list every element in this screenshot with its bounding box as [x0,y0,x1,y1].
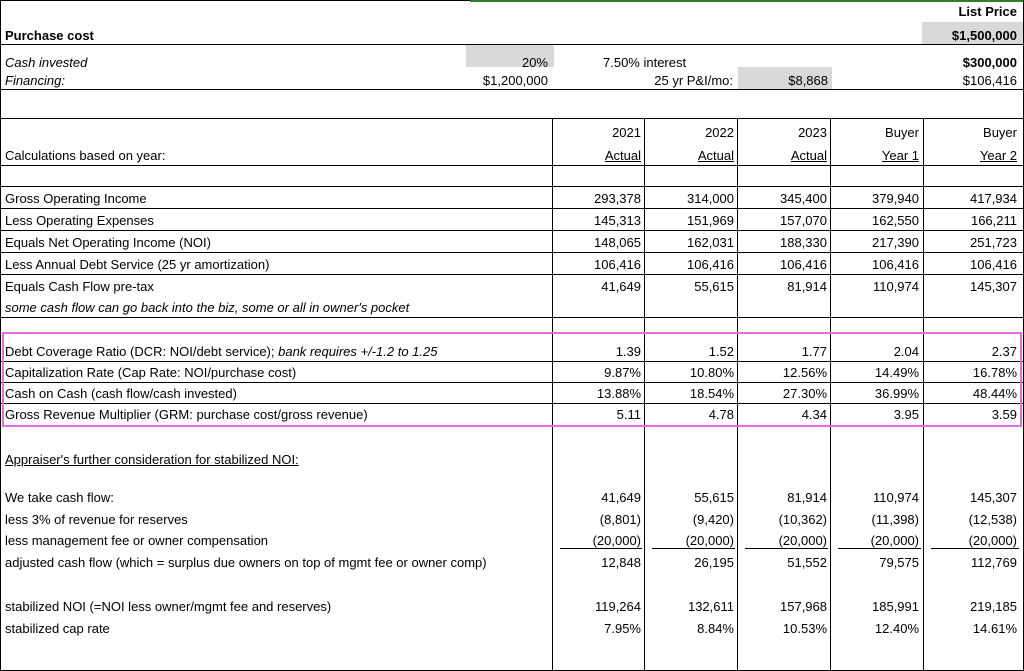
col-buyer1-label: Buyer [885,125,919,140]
ratio-row-label: Gross Revenue Multiplier (GRM: purchase cost/gross revenue) [5,407,368,422]
income-cell: 81,914 [787,279,827,294]
financing-amount: $1,200,000 [482,73,548,88]
appraiser-cell: 110,974 [872,490,919,505]
appraiser-cell: (20,000) [685,533,734,548]
ratio-cell: 1.39 [615,344,641,359]
income-row-label: Gross Operating Income [5,191,147,206]
appraiser-row-label: We take cash flow: [5,490,114,505]
ratio-label-text: Debt Coverage Ratio (DCR: NOI/debt service); [5,344,279,359]
ratio-cell: 5.11 [616,407,641,422]
purchase-cost-value[interactable]: $1,500,000 [951,28,1017,43]
ratio-cell: 27.30% [782,386,827,401]
ratio-cell: 3.95 [893,407,919,422]
stabilized-cell: 12.40% [874,621,919,636]
appraiser-cell: 145,307 [970,490,1017,505]
subtotal-rule [745,548,828,549]
cash-invested-label: Cash invested [5,55,88,70]
appraiser-title: Appraiser's further consideration for stabilized NOI: [5,452,299,467]
ratio-cell: 4.78 [708,407,734,422]
ratio-cell: 13.88% [596,386,641,401]
appraiser-cell: (11,398) [871,512,919,527]
income-cell: 148,065 [594,235,641,250]
income-cell: 417,934 [970,191,1017,206]
income-cell: 145,313 [594,213,641,228]
appraiser-row-label: adjusted cash flow (which = surplus due owners on top of mgmt fee or owner comp) [5,555,487,570]
top-border [0,0,470,1]
appraiser-row-label: less management fee or owner compensation [5,533,269,548]
purchase-cost-label: Purchase cost [5,28,94,43]
ratio-row-label: Cash on Cash (cash flow/cash invested) [5,386,237,401]
income-cell: 106,416 [970,257,1017,272]
financing-label: Financing: [5,73,65,88]
ratio-cell: 1.52 [708,344,734,359]
income-cell: 145,307 [970,279,1017,294]
stabilized-cell: 10.53% [782,621,827,636]
appraiser-cell: 41,649 [601,490,641,505]
ratio-cell: 1.77 [801,344,827,359]
list-price-label: List Price [958,4,1017,19]
ratio-cell: 36.99% [874,386,919,401]
col-2022-type: Actual [697,148,734,163]
col-2021-type: Actual [604,148,641,163]
stabilized-cell: 119,264 [594,599,641,614]
income-cell: 293,378 [594,191,641,206]
appraiser-cell: 26,195 [694,555,734,570]
income-cell: 106,416 [780,257,827,272]
stabilized-row-label: stabilized cap rate [5,621,110,636]
income-cell: 345,400 [780,191,827,206]
income-cell: 106,416 [872,257,919,272]
ratio-cell: 9.87% [604,365,641,380]
top-accent [470,0,1024,2]
income-cell: 41,649 [601,279,641,294]
appraiser-cell: 12,848 [601,555,641,570]
appraiser-cell: (20,000) [592,533,641,548]
income-cell: 55,615 [694,279,734,294]
stabilized-cell: 132,611 [687,599,734,614]
col-buyer1-year: Year 1 [881,148,919,163]
pi-label: 25 yr P&I/mo: [654,73,733,88]
income-cell: 166,211 [970,213,1017,228]
appraiser-cell: 55,615 [694,490,734,505]
ratio-cell: 4.34 [801,407,827,422]
income-cell: 251,723 [970,235,1017,250]
appraiser-cell: 112,769 [970,555,1017,570]
stabilized-cell: 157,968 [780,599,827,614]
ratio-row-label: Capitalization Rate (Cap Rate: NOI/purchase cost) [5,365,297,380]
ratio-cell: 48.44% [972,386,1017,401]
income-row-label: Less Operating Expenses [5,213,154,228]
ratio-cell: 14.49% [874,365,919,380]
income-cell: 379,940 [872,191,919,206]
ratio-cell: 10.80% [689,365,734,380]
col-2022-year: 2022 [705,125,734,140]
stabilized-row-label: stabilized NOI (=NOI less owner/mgmt fee and reserves) [5,599,332,614]
subtotal-rule [652,548,735,549]
ratio-cell: 2.37 [991,344,1017,359]
income-cell: 106,416 [594,257,641,272]
income-cell: 151,969 [687,213,734,228]
col-2023-year: 2023 [798,125,827,140]
subtotal-rule [838,548,921,549]
ratio-cell: 2.04 [893,344,919,359]
ratio-cell: 12.56% [782,365,827,380]
pi-value: $8,868 [788,73,828,88]
income-row-label: Less Annual Debt Service (25 yr amortization) [5,257,270,272]
highlight-box [2,332,1022,427]
income-cell: 314,000 [687,191,734,206]
subtotal-rule [931,548,1019,549]
appraiser-cell: (20,000) [778,533,827,548]
income-cell: 110,974 [872,279,919,294]
appraiser-cell: 79,575 [879,555,919,570]
appraiser-row-label: less 3% of revenue for reserves [5,512,188,527]
appraiser-cell: (12,538) [968,512,1017,527]
income-cell: 188,330 [780,235,827,250]
appraiser-cell: (9,420) [692,512,734,527]
col-2023-type: Actual [790,148,827,163]
income-cell: 162,550 [872,213,919,228]
ratio-cell: 18.54% [689,386,734,401]
appraiser-cell: 51,552 [787,555,827,570]
cash-invested-pct[interactable]: 20% [521,55,548,70]
stabilized-cell: 8.84% [697,621,734,636]
income-row-label: Equals Cash Flow pre-tax [5,279,154,294]
income-cell: 106,416 [687,257,734,272]
col-2021-year: 2021 [612,125,641,140]
annual-debt: $106,416 [962,73,1017,88]
cash-invested-value: $300,000 [962,55,1017,70]
stabilized-cell: 14.61% [972,621,1017,636]
appraiser-cell: (20,000) [870,533,919,548]
stabilized-cell: 219,185 [970,599,1017,614]
appraiser-cell: (10,362) [778,512,827,527]
ratio-cell: 16.78% [972,365,1017,380]
cash-flow-note: some cash flow can go back into the biz, some or all in owner's pocket [5,300,410,315]
income-cell: 157,070 [780,213,827,228]
appraiser-cell: (20,000) [968,533,1017,548]
stabilized-cell: 185,991 [872,599,919,614]
income-cell: 162,031 [687,235,734,250]
col-buyer2-year: Year 2 [979,148,1017,163]
income-row-label: Equals Net Operating Income (NOI) [5,235,211,250]
stabilized-cell: 7.95% [604,621,641,636]
ratio-cell: 3.59 [991,407,1017,422]
subtotal-rule [560,548,642,549]
appraiser-cell: 81,914 [787,490,827,505]
calc-label: Calculations based on year: [5,148,166,163]
interest-rate: 7.50% interest [603,55,687,70]
ratio-label-note: bank requires +/-1.2 to 1.25 [278,344,438,359]
income-cell: 217,390 [872,235,919,250]
col-buyer2-label: Buyer [983,125,1017,140]
appraiser-cell: (8,801) [599,512,641,527]
